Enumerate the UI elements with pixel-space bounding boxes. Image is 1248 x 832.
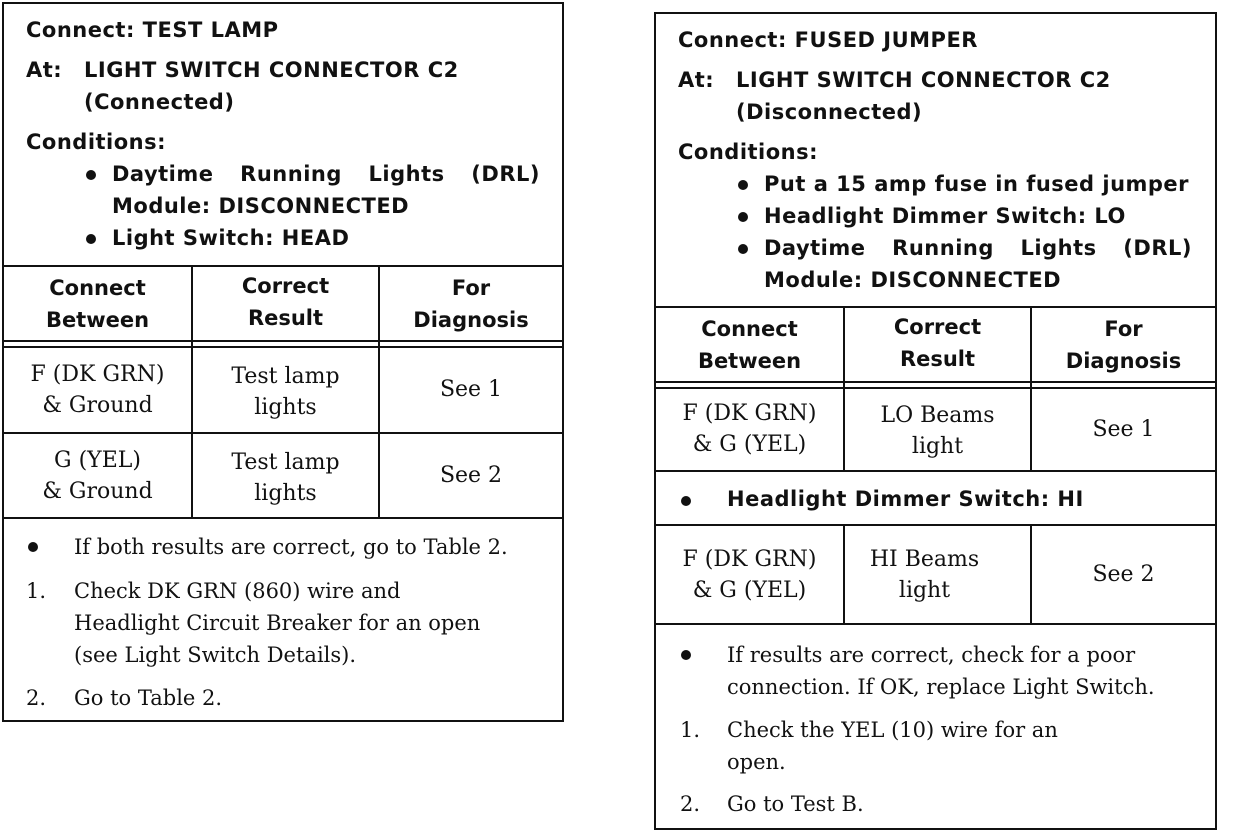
word: (DRL): [1123, 236, 1192, 260]
at-value: LIGHT SWITCH CONNECTOR C2: [84, 58, 459, 82]
cell-correct-result: Test lamp lights: [231, 363, 340, 420]
condition-drl-line2: Module: DISCONNECTED: [112, 194, 410, 218]
connect-line: Connect: FUSED JUMPER: [678, 28, 978, 52]
cell-correct-result: LO Beams light: [880, 403, 995, 459]
conditions-label: Conditions:: [26, 130, 167, 154]
col-header-connect-between: Connect Between: [45, 276, 150, 332]
note-line: Go to Test B.: [727, 792, 864, 816]
col-header-for-diagnosis: For Diagnosis: [1065, 317, 1182, 373]
cell-diagnosis: See 1: [439, 377, 503, 402]
col-header-correct-result: Correct Result: [893, 315, 982, 371]
condition-light-switch: Light Switch: HEAD: [112, 226, 350, 250]
cell-diagnosis: See 2: [1092, 562, 1155, 587]
condition-fuse: Put a 15 amp fuse in fused jumper: [764, 172, 1190, 196]
note-number: 2.: [26, 686, 47, 710]
col-header-for-diagnosis: For Diagnosis: [413, 276, 529, 332]
word: Lights: [1020, 236, 1097, 260]
condition-drl-line2: Module: DISCONNECTED: [764, 268, 1062, 292]
bullet-icon: [681, 650, 691, 660]
col-header-correct-result: Correct Result: [241, 274, 330, 330]
note-bullet: If both results are correct, go to Table 2.: [74, 535, 508, 559]
word: (DRL): [471, 162, 540, 186]
col-header-connect-between: Connect Between: [697, 317, 802, 373]
bullet-icon: [86, 234, 96, 244]
condition-drl: [764, 236, 1192, 260]
note-line: If results are correct, check for a poor: [727, 643, 1136, 667]
bullet-icon: [28, 542, 38, 552]
note-line: Check the YEL (10) wire for an: [727, 718, 1058, 742]
condition-dimmer-lo: Headlight Dimmer Switch: LO: [764, 204, 1126, 228]
note-number: 1.: [680, 718, 701, 742]
note-line: Headlight Circuit Breaker for an open: [74, 611, 481, 635]
left-test-table: [2, 2, 564, 722]
cell-correct-result: Test lamp lights: [231, 449, 340, 506]
note-line: connection. If OK, replace Light Switch.: [727, 675, 1155, 699]
bullet-icon: [86, 170, 96, 180]
condition-drl: [112, 162, 540, 186]
cell-connect-between: G (YEL) & Ground: [42, 447, 153, 504]
condition-dimmer-hi: Headlight Dimmer Switch: HI: [727, 487, 1084, 511]
conditions-label: Conditions:: [678, 140, 819, 164]
at-state: (Connected): [84, 90, 235, 114]
note-number: 1.: [26, 579, 47, 603]
word: Daytime: [112, 162, 214, 186]
cell-connect-between: F (DK GRN) & G (YEL): [682, 401, 817, 457]
word: Lights: [368, 162, 445, 186]
at-label: At:: [26, 58, 63, 82]
bullet-icon: [738, 180, 748, 190]
word: Running: [892, 236, 994, 260]
note-line: (see Light Switch Details).: [74, 643, 357, 667]
connect-line: Connect: TEST LAMP: [26, 18, 279, 42]
right-test-table: [654, 12, 1217, 830]
note-number: 2.: [680, 792, 701, 816]
at-label: At:: [678, 68, 715, 92]
divider: [656, 623, 1215, 625]
word: Daytime: [764, 236, 866, 260]
word: Running: [240, 162, 342, 186]
at-state: (Disconnected): [736, 100, 923, 124]
cell-diagnosis: See 2: [439, 463, 503, 488]
cell-connect-between: F (DK GRN) & Ground: [30, 361, 165, 418]
cell-diagnosis: See 1: [1092, 416, 1155, 442]
note-line: Check DK GRN (860) wire and: [74, 579, 401, 603]
bullet-icon: [738, 212, 748, 222]
note-line: open.: [727, 750, 786, 774]
cell-correct-result: HI Beams light: [869, 546, 980, 603]
at-value: LIGHT SWITCH CONNECTOR C2: [736, 68, 1111, 92]
bullet-icon: [681, 496, 691, 506]
note-line: Go to Table 2.: [74, 686, 223, 710]
cell-connect-between: F (DK GRN) & G (YEL): [682, 546, 817, 603]
bullet-icon: [738, 244, 748, 254]
